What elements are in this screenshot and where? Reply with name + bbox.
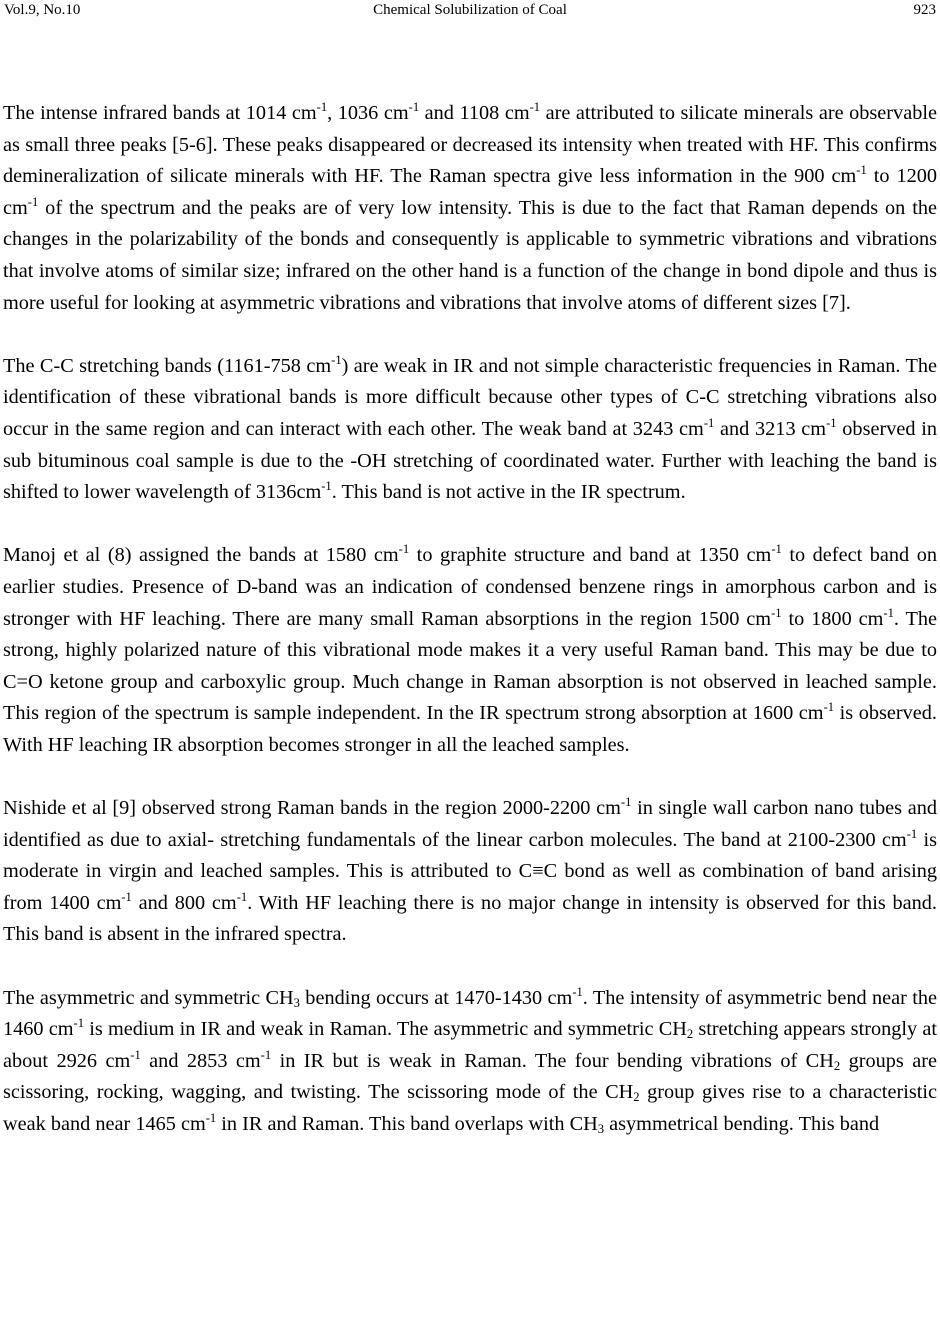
- superscript: -1: [130, 1048, 141, 1063]
- paragraph-cc-stretching: The C-C stretching bands (1161-758 $cm^{-1}$) are weak in IR and not simple characteristic frequencies in Raman. The identification of these vibrational bands is more difficult because other types of C-C stretching vibrations also occur in the same region and can interact with each other. The weak band at 3243 $cm^{-1}$ and 3213 $cm^{-1}$ observed in sub bituminous coal sample is due to the -OH stretching of coordinated water. Further with leaching the band is shifted to lower wavelength of $3136cm^{-1}$. This band is not active in the IR spectrum.: [3, 352, 937, 504]
- superscript: -1: [398, 542, 410, 557]
- superscript: -1: [316, 100, 328, 115]
- superscript: -1: [331, 352, 342, 367]
- superscript: -1: [27, 194, 39, 209]
- subscript: 2: [833, 1058, 841, 1073]
- superscript: -1: [529, 100, 541, 115]
- paragraph-ch-bending: The asymmetric and symmetric $CH_3$ bending occurs at 1470-1430 $cm^{-1}$. The intensity of asymmetric bend near the 1460 $cm^{-1}$ is medium in IR and weak in Raman. The asymmetric and symmetric $CH_2$ stretching appears strongly at about 2926 $cm^{-1}$ and 2853 $cm^{-1}$ in IR but is weak in Raman. The four bending vibrations of $CH_2$ groups are scissoring, rocking, wagging, and twisting. The scissoring mode of the $CH_2$ group gives rise to a characteristic weak band near 1465 $cm^{-1}$ in IR and Raman. This band overlaps with $CH_3$ asymmetrical bending. This band: [3, 984, 937, 1137]
- superscript: -1: [703, 416, 715, 431]
- paragraph-silicate-bands: The intense infrared bands at 1014 $cm^{-1}$, 1036 $cm^{-1}$ and 1108 $cm^{-1}$ are attributed to silicate minerals are observable as small three peaks [5-6]. These peaks disappeared or decreased its intensity when treated with HF. This confirms demineralization of silicate minerals with HF. The Raman spectra give less information in the 900 $cm^{-1}$ to 1200 $cm^{-1}$ of the spectrum and the peaks are of very low intensity. This is due to the fact that Raman depends on the changes in the polarizability of the bonds and consequently is applicable to symmetric vibrations and vibrations that involve atoms of similar size; infrared on the other hand is a function of the change in bond dipole and thus is more useful for looking at asymmetric vibrations and vibrations that involve atoms of different sizes [7].: [3, 100, 938, 314]
- superscript: -1: [856, 163, 867, 178]
- superscript: -1: [205, 1111, 217, 1126]
- superscript: -1: [260, 1048, 272, 1063]
- superscript: -1: [408, 100, 420, 115]
- superscript: -1: [771, 542, 782, 557]
- superscript: -1: [826, 416, 837, 431]
- superscript: -1: [321, 479, 332, 494]
- superscript: -1: [883, 605, 894, 620]
- subscript: 2: [686, 1027, 694, 1042]
- journal-volume: Vol.9, No.10: [4, 2, 81, 18]
- subscript: 3: [293, 995, 300, 1010]
- superscript: -1: [572, 984, 583, 999]
- paragraph-carbon-nanotubes: Nishide et al [9] observed strong Raman bands in the region 2000-2200 $cm^{-1}$ in single wall carbon nano tubes and identified as due to axial- stretching fundamentals of the linear carbon molecules. The band at 2100-2300 $cm^{-1}$ is moderate in virgin and leached samples. This is attributed to C≡C bond as well as combination of band arising from 1400 $cm^{-1}$ and 800 $cm^{-1}$. With HF leaching there is no major change in intensity is observed for this band. This band is absent in the infrared spectra.: [3, 795, 938, 946]
- superscript: -1: [236, 890, 248, 905]
- subscript: 3: [597, 1122, 605, 1137]
- subscript: 2: [633, 1090, 640, 1105]
- body-text: [3, 98, 937, 1172]
- superscript: -1: [121, 890, 132, 905]
- superscript: -1: [73, 1016, 85, 1031]
- page-number: 923: [913, 2, 936, 18]
- superscript: -1: [771, 605, 782, 620]
- paragraph-graphite-bands: Manoj et al (8) assigned the bands at 1580 $cm^{-1}$ to graphite structure and band at 1350 $cm^{-1}$ to defect band on earlier studies. Presence of D-band was an indication of condensed benzene rings in amorphous carbon and is stronger with HF leaching. There are many small Raman absorptions in the region 1500 $cm^{-1}$ to 1800 $cm^{-1}$. The strong, highly polarized nature of this vibrational mode makes it a very useful Raman band. This may be due to C=O ketone group and carboxylic group. Much change in Raman absorption is not observed in leached sample. This region of the spectrum is sample independent. In the IR spectrum strong absorption at 1600 $cm^{-1}$ is observed. With HF leaching IR absorption becomes stronger in all the leached samples.: [3, 542, 938, 756]
- superscript: -1: [906, 826, 918, 841]
- running-header: [4, 0, 936, 22]
- superscript: -1: [620, 795, 632, 810]
- running-title: Chemical Solubilization of Coal: [373, 2, 567, 18]
- superscript: -1: [823, 700, 835, 715]
